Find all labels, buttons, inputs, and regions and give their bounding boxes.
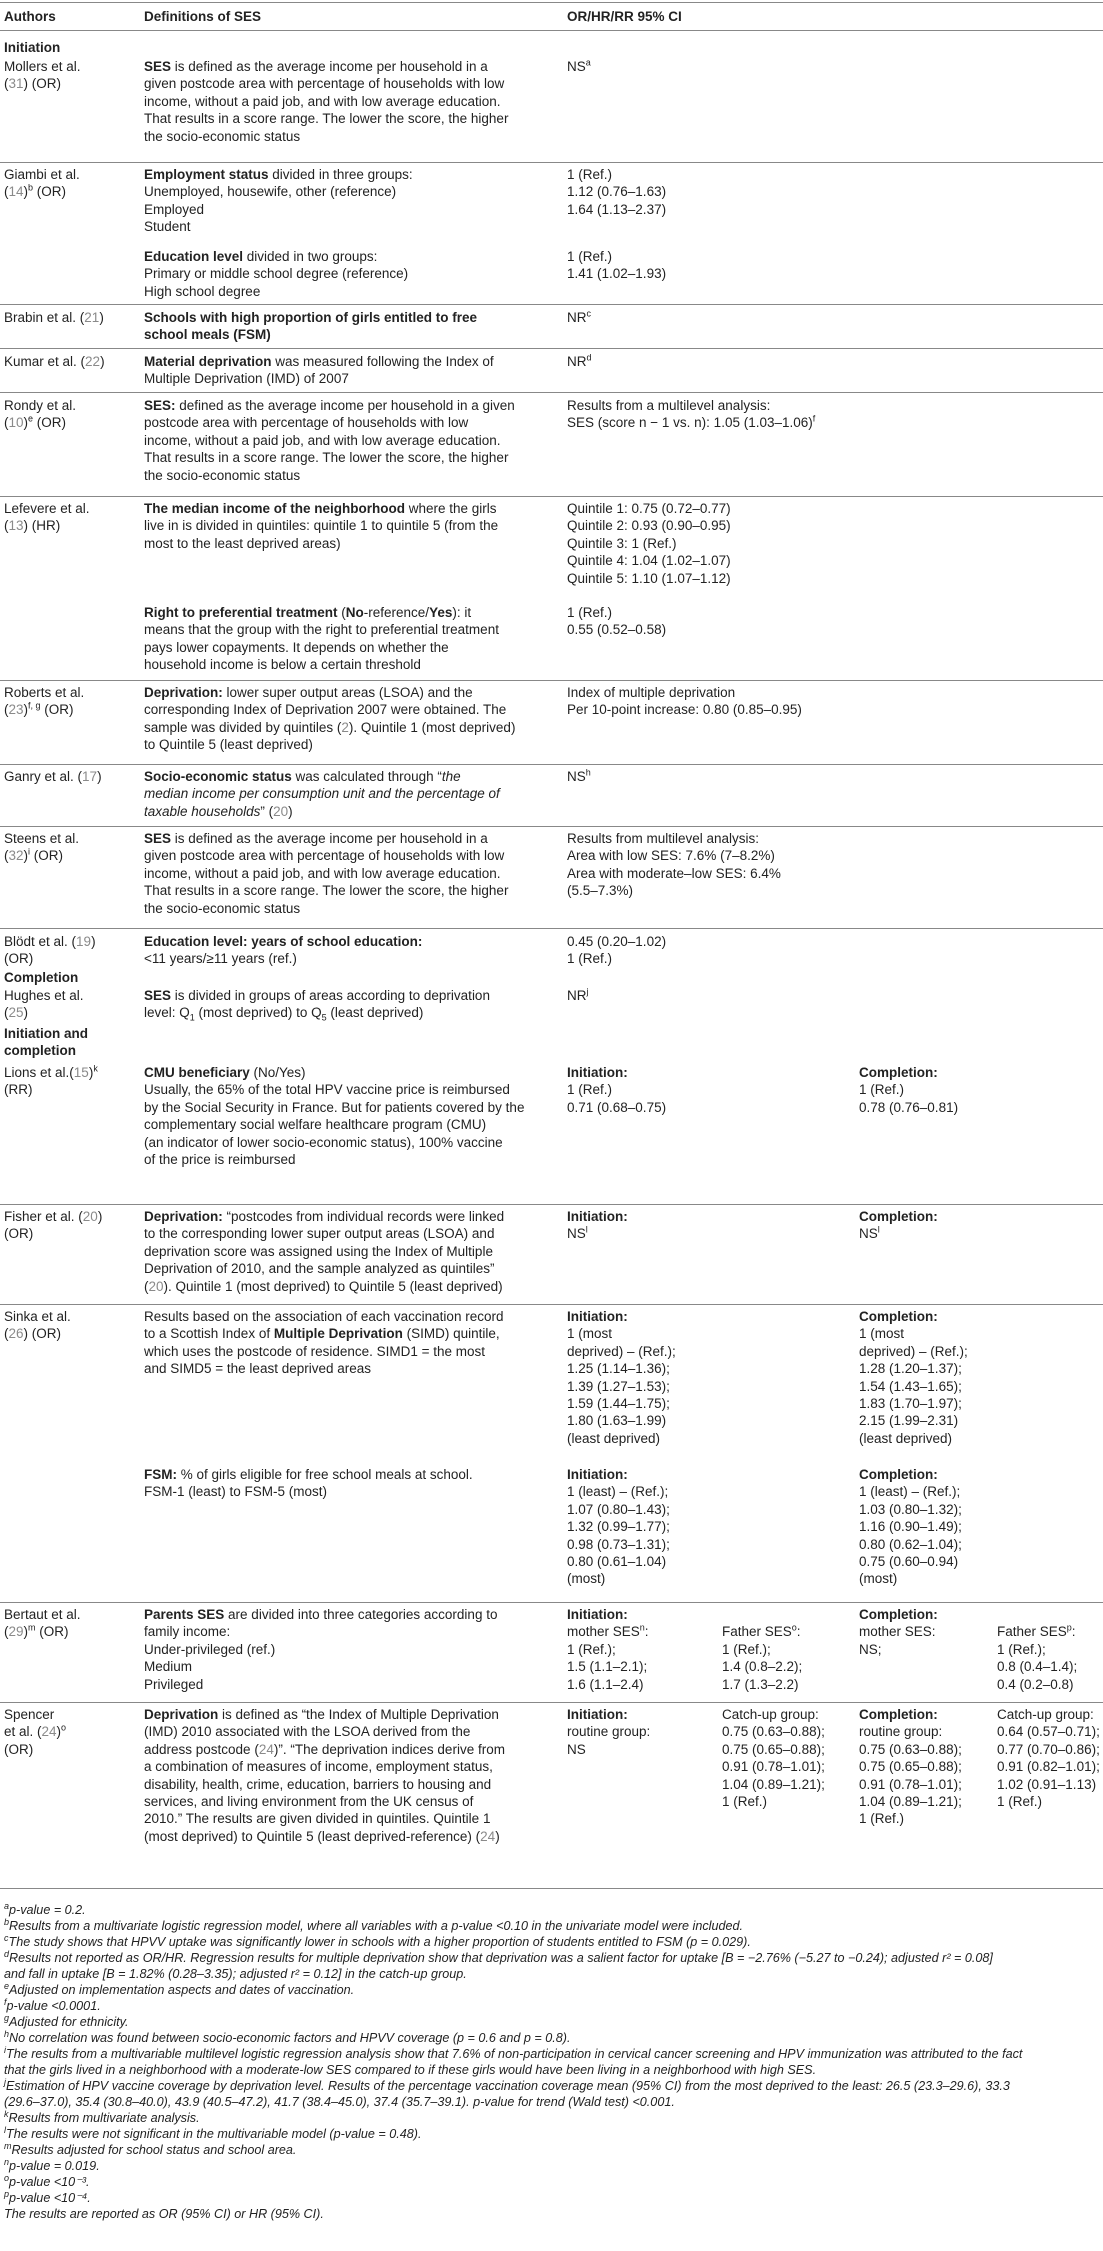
footnotes: $^a$p-value = 0.2. $^b$Results from a multivariate logistic regression model, where all variables with a p-value <0.10 in the univariate model were included. $^c$The study shows that HPVV uptake was significantly lower in schools with a higher proportion of students entitled to FSM (p = 0.029). $^d$Results not reported as OR/HR. Regression results for multiple deprivation show that deprivation was a salient factor for uptake [B = −2.76% (−5.27 to −0.24); adjusted r² = 0.08] and fall in uptake [B = 1.82% (0.28–3.35); adjusted r² = 0.12] in the catch-up group. $^e$Adjusted on implementation aspects and dates of vaccination. $^f$p-value <0.0001. $^g$Adjusted for ethnicity. $^h$No correlation was found between socio-economic factors and HPVV coverage (p = 0.6 and p = 0.8). $^i$The results from a multivariable multilevel logistic regression analysis show that 7.6% of non-participation in cervical cancer screening and HPV immunization was attributed to the fact that the girls lived in a neighborhood with a moderate-low SES compared to if these girls would have been living in a neighborhood with high SES. $^j$Estimation of HPV vaccine coverage by deprivation level. Results of the percentage vaccination coverage mean (95% CI) from the most deprived to the least: 26.5 (23.3–29.6), 33.3 (29.6–37.0), 35.4 (30.8–40.0), 43.9 (40.5–47.2), 41.7 (38.4–45.0), 37.4 (35.7–39.1). p-value for trend (Wald test) <0.001. $^k$Results from multivariate analysis. $^l$The results were not significant in the multivariable model (p-value = 0.48). $^m$Results adjusted for school status and school area. $^n$p-value = 0.019. $^o$p-value <10⁻³. $^p$p-value <10⁻⁴. The results are reported as OR (95% CI) or HR (95% CI).	[4, 1900, 1023, 2221]
header-authors: Authors	[4, 9, 56, 24]
ci-cell: 1 (Ref.) 1.41 (1.02–1.93)	[567, 249, 667, 282]
definition-cell: Education level divided in two groups: Primary or middle school degree (reference) High school degree	[144, 249, 409, 299]
author-cell: Mollers et al. (31) (OR)	[4, 59, 81, 92]
author-cell: Giambi et al. $(14)^b$ (OR)	[4, 167, 80, 200]
top-rule	[0, 2, 1103, 3]
definition-cell: SES is defined as the average income per household in a given postcode area with percentage of households with low income, without a paid job, and with low average education. That results in a score range. The lower the score, the higher the socio-economic status	[144, 59, 509, 144]
ci-cell: $NS^a$	[567, 57, 591, 74]
ci-cell: 1 (Ref.) 1.12 (0.76–1.63) 1.64 (1.13–2.37)	[567, 167, 667, 217]
definition-cell: Employment status divided in three groups: Unemployed, housewife, other (reference) Employed Student	[144, 167, 413, 235]
header-ci: OR/HR/RR 95% CI	[567, 9, 682, 24]
header-rule	[0, 30, 1103, 31]
table-page: Authors Definitions of SES OR/HR/RR 95% CI Initiation Mollers et al. (31) (OR) SES is defined as the average income per household in a given postcode area with percentage of households with low income, without a paid job, and with low average education. That results in a score range. The lower the score, the higher the socio-economic status $NS^a$ Giambi et al. $(14)^b$ (OR) Employment status divided in three groups: Unemployed, housewife, other (reference) Employed Student 1 (Ref.) 1.12 (0.76–1.63) 1.64 (1.13–2.37) Education level divided in two groups: Primary or middle school degree (reference) High school degree 1 (Ref.) 1.41 (1.02–1.93) Brabin et al. (21) Schools with high proportion of girls entitled to free school meals (FSM) $NR^c$ Kumar et al. (22) Material deprivation was measured following the Index of Multiple Deprivation (IMD) of 2007 $NR^d$ Rondy et al. $(10)^e$ (OR) SES: defined as the average income per household in a given postcode area with percentage of households with low income, without a paid job, and with low average education. That results in a score range. The lower the score, the higher the socio-economic status Results from a multilevel analysis: SES (score n − 1 vs. n): 1.05 $(1.03-1.06)^f$ Lefevere et al. (13) (HR) The median income of the neighborhood where the girls live in is divided in quintiles: quintile 1 to quintile 5 (from the most to the least deprived areas) Quintile 1: 0.75 (0.72–0.77) Quintile 2: 0.93 (0.90–0.95) Quintile 3: 1 (Ref.) Quintile 4: 1.04 (1.02–1.07) Quintile 5: 1.10 (1.07–1.12) Right to preferential treatment (No-reference/Yes): it means that the group with the right to preferential treatment pays lower copayments. It depends on whether the household income is below a certain threshold 1 (Ref.) 0.55 (0.52–0.58) Roberts et al. $(23)^{f, g}$ (OR) Deprivation: lower super output areas (LSOA) and the corresponding Index of Deprivation 2007 were obtained. The sample was divided by quintiles (2). Quintile 1 (most deprived) to Quintile 5 (least deprived) Index of multiple deprivation Per 10-point increase: 0.80 (0.85–0.95) Ganry et al. (17) Socio-economic status was calculated through “the median income per consumption unit and the percentage of taxable households” (20) $NS^h$ Steens et al. $(32)^i$ (OR) SES is defined as the average income per household in a given postcode area with percentage of households with low income, without a paid job, and with low average education. That results in a score range. The lower the score, the higher the socio-economic status Results from multilevel analysis: Area with low SES: 7.6% (7–8.2%) Area with moderate–low SES: 6.4% (5.5–7.3%) Blödt et al. (19) (OR) Education level: years of school education: <11 years/≥11 years (ref.) 0.45 (0.20–1.02) 1 (Ref.) Completion Hughes et al. (25) SES is divided in groups of areas according to deprivation level: $Q_1$ (most deprived) to $Q_5$ (least deprived) $NR^j$ Initiation and completion Lions et $al.(15)^k$ (RR) CMU beneficiary (No/Yes) Usually, the 65% of the total HPV vaccine price is reimbursed by the Social Security in France. But for patients covered by the complementary social welfare healthcare program (CMU) (an indicator of lower socio-economic status), 100% vaccine of the price is reimbursed Initiation: 1 (Ref.) 0.71 (0.68–0.75) Completion: 1 (Ref.) 0.78 (0.76–0.81) Fisher et al. (20) (OR) Deprivation: “postcodes from individual records were linked to the corresponding lower super output areas (LSOA) and deprivation score was assigned using the Index of Multiple Deprivation of 2010, and the sample analyzed as quintiles” (20). Quintile 1 (most deprived) to Quintile 5 (least deprived) Initiation: $NS^l$ Completion: $NS^l$ Sinka et al. (26) (OR) Results based on the association of each vaccination record to a Scottish Index of Multiple Deprivation (SIMD) quintile, which uses the postcode of residence. SIMD1 = the most and SIMD5 = the least deprived areas Initiation: 1 (most deprived) – (Ref.); 1.25 (1.14–1.36); 1.39 (1.27–1.53); 1.59 (1.44–1.75); 1.80 (1.63–1.99) (least deprived) Completion: 1 (most deprived) – (Ref.); 1.28 (1.20–1.37); 1.54 (1.43–1.65); 1.83 (1.70–1.97); 2.15 (1.99–2.31) (least deprived) FSM: % of girls eligible for free school meals at school. FSM-1 (least) to FSM-5 (most) Initiation: 1 (least) – (Ref.); 1.07 (0.80–1.43); 1.32 (0.99–1.77); 0.98 (0.73–1.31); 0.80 (0.61–1.04) (most) Completion: 1 (least) – (Ref.); 1.03 (0.80–1.32); 1.16 (0.90–1.49); 0.80 (0.62–1.04); 0.75 (0.60–0.94) (most) Bertaut et al. $(29)^m$ (OR) Parents SES are divided into three categories according to family income: Under-privileged (ref.) Medium Privileged Initiation: mother SES$^n$: 1 (Ref.); 1.5 (1.1–2.1); 1.6 (1.1–2.4) Father SES$^o$: 1 (Ref.); 1.4 (0.8–2.2); 1.7 (1.3–2.2) Completion: mother SES: NS; Father SES$^p$: 1 (Ref.); 0.8 (0.4–1.4); 0.4 (0.2–0.8) Spencer et al. $(24)^o$ (OR) Deprivation is defined as “the Index of Multiple Deprivation (IMD) 2010 associated with the LSOA derived from the address postcode (24)”. “The deprivation indices derive from a combination of measures of income, employment status, disability, health, crime, education, barriers to housing and services, and living environment from the UK census of 2010.” The results are given divided in quintiles. Quintile 1 (most deprived) to Quintile 5 (least deprived-reference) (24) Initiation: routine group: NS Catch-up group: 0.75 (0.63–0.88); 0.75 (0.65–0.88); 0.91 (0.78–1.01); 1.04 (0.89–1.21); 1 (Ref.) Completion: routine group: 0.75 (0.63–0.88); 0.75 (0.65–0.88); 0.91 (0.78–1.01); 1.04 (0.89–1.21); 1 (Ref.) Catch-up group: 0.64 (0.57–0.71); 0.77 (0.70–0.86); 0.91 (0.82–1.01); 1.02 (0.91–1.13) 1 (Ref.) $^a$p-value = 0.2. $^b$Results from a multivariate logistic regression model, where all variables with a p-value <0.10 in the univariate model were included. $^c$The study shows that HPVV uptake was significantly lower in schools with a higher proportion of students entitled to FSM (p = 0.029). $^d$Results not reported as OR/HR. Regression results for multiple deprivation show that deprivation was a salient factor for uptake [B = −2.76% (−5.27 to −0.24); adjusted r² = 0.08] and fall in uptake [B = 1.82% (0.28–3.35); adjusted r² = 0.12] in the catch-up group. $^e$Adjusted on implementation aspects and dates of vaccination. $^f$p-value <0.0001. $^g$Adjusted for ethnicity. $^h$No correlation was found between socio-economic factors and HPVV coverage (p = 0.6 and p = 0.8). $^i$The results from a multivariable multilevel logistic regression analysis show that 7.6% of non-participation in cervical cancer screening and HPV immunization was attributed to the fact that the girls lived in a neighborhood with a moderate-low SES compared to if these girls would have been living in a neighborhood with high SES. $^j$Estimation of HPV vaccine coverage by deprivation level. Results of the percentage vaccination coverage mean (95% CI) from the most deprived to the least: 26.5 (23.3–29.6), 33.3 (29.6–37.0), 35.4 (30.8–40.0), 43.9 (40.5–47.2), 41.7 (38.4–45.0), 37.4 (35.7–39.1). p-value for trend (Wald test) <0.001. $^k$Results from multivariate analysis. $^l$The results were not significant in the multivariable model (p-value = 0.48). $^m$Results adjusted for school status and school area. $^n$p-value = 0.019. $^o$p-value <10⁻³. $^p$p-value <10⁻⁴. The results are reported as OR (95% CI) or HR (95% CI).	[0, 0, 1103, 2251]
bottom-rule	[0, 1888, 1103, 1889]
header-definitions: Definitions of SES	[144, 9, 262, 24]
